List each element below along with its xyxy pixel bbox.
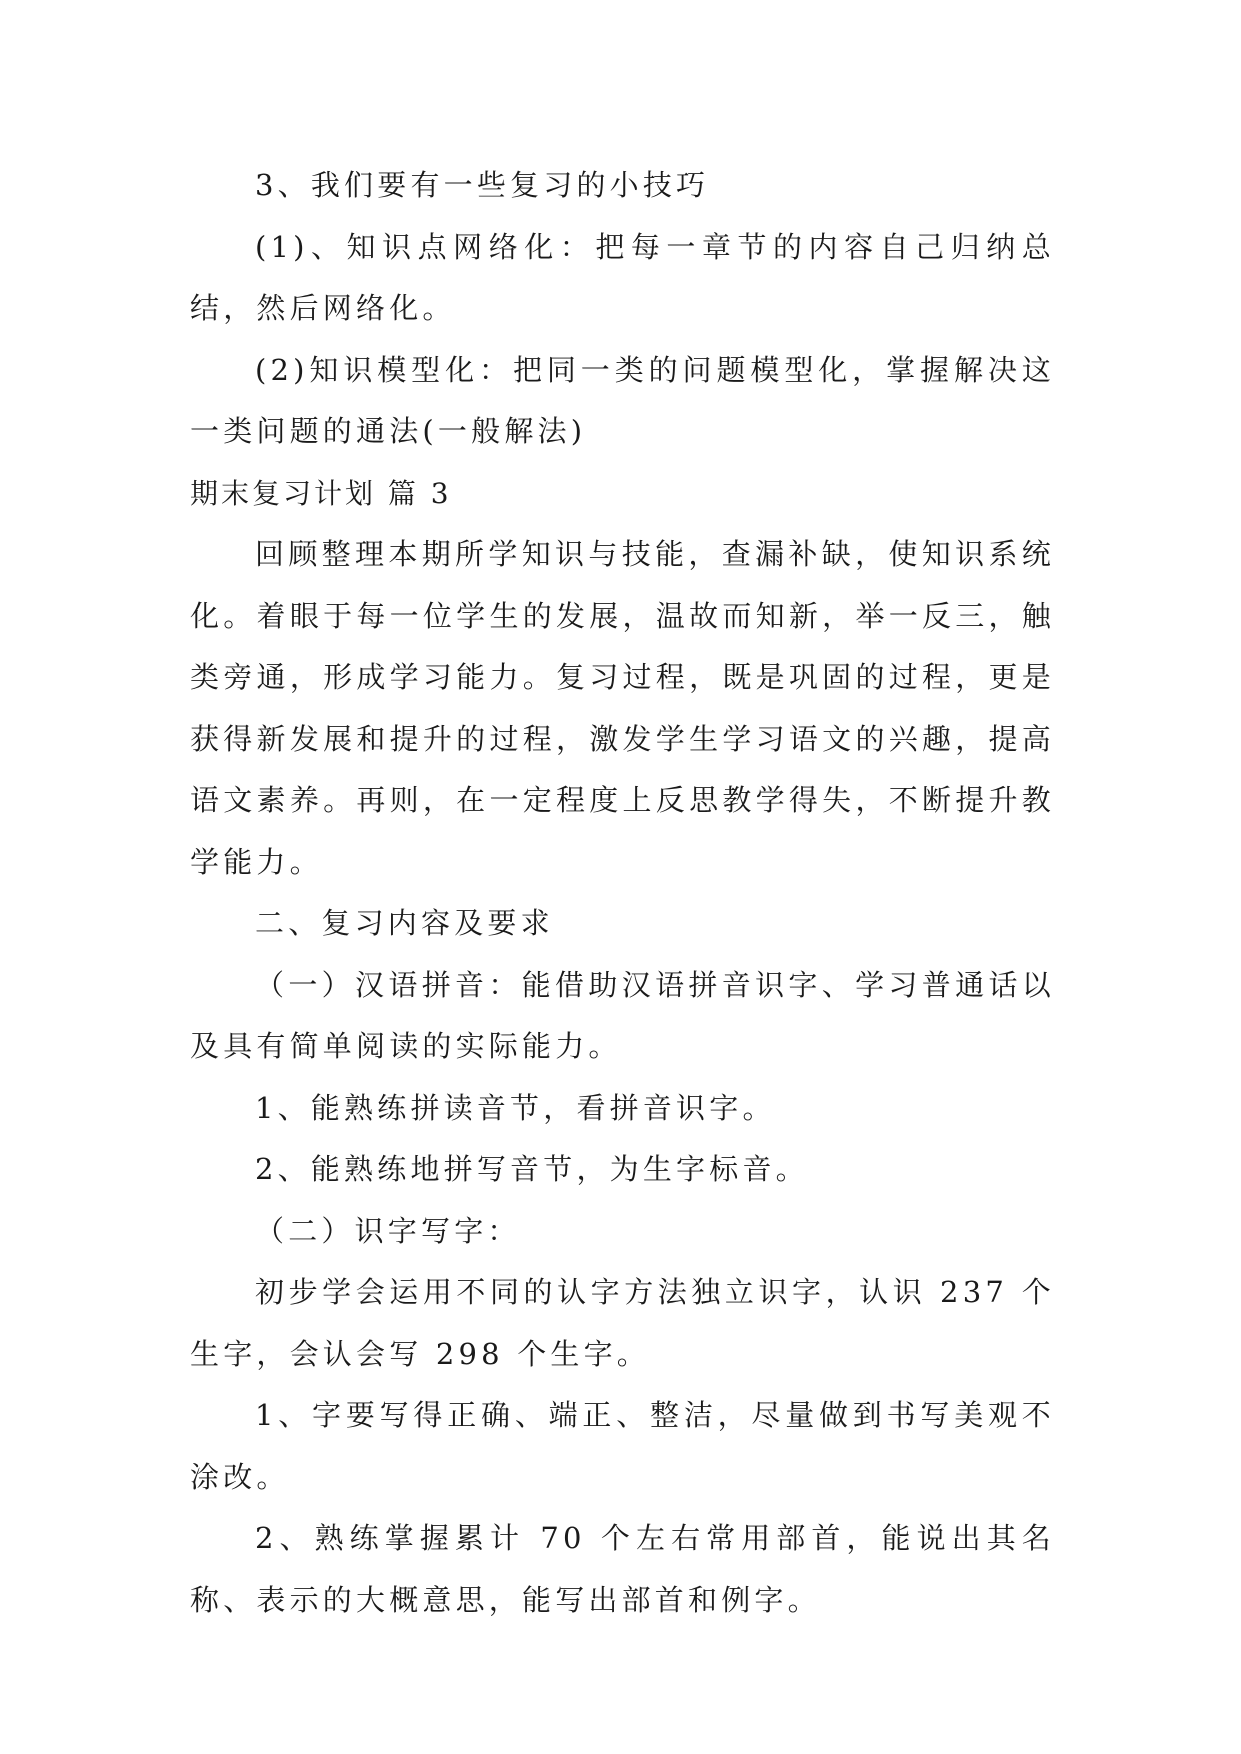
document-body	[190, 155, 1055, 1631]
paragraph-literacy-heading: （二）识字写字：	[255, 1213, 521, 1248]
paragraph-pinyin-2: 2、能熟练地拼写音节，为生字标音。	[255, 1152, 809, 1186]
section-heading: 期末复习计划 篇 3	[190, 476, 452, 510]
paragraph-tip-3: 3、我们要有一些复习的小技巧	[255, 168, 710, 202]
paragraph-tip-3-2: (2)知识模型化：把同一类的问题模型化，掌握解决这一类问题的通法(一般解法)	[190, 352, 1055, 448]
paragraph-literacy-1: 1、字要写得正确、端正、整洁，尽量做到书写美观不涂改。	[190, 1398, 1055, 1494]
paragraph-pinyin-1: 1、能熟练拼读音节，看拼音识字。	[255, 1090, 776, 1125]
paragraph-review-content-heading: 二、复习内容及要求	[255, 906, 554, 940]
paragraph-review-goals: 回顾整理本期所学知识与技能，查漏补缺，使知识系统化。着眼于每一位学生的发展，温故而知新，举一反三，触类旁通，形成学习能力。复习过程，既是巩固的过程，更是获得新发展和提升的过程，激发学生学习语文的兴趣，提高语文素养。再则，在一定程度上反思教学得失，不断提升教学能力。	[190, 537, 1055, 879]
paragraph-literacy-2: 2、熟练掌握累计 70 个左右常用部首，能说出其名称、表示的大概意思，能写出部首和例字。	[190, 1521, 1055, 1617]
paragraph-literacy: 初步学会运用不同的认字方法独立识字，认识 237 个生字，会认会写 298 个生字。	[190, 1275, 1055, 1371]
paragraph-pinyin: （一）汉语拼音：能借助汉语拼音识字、学习普通话以及具有简单阅读的实际能力。	[190, 967, 1055, 1063]
paragraph-tip-3-1: (1)、知识点网络化：把每一章节的内容自己归纳总结，然后网络化。	[190, 229, 1055, 325]
